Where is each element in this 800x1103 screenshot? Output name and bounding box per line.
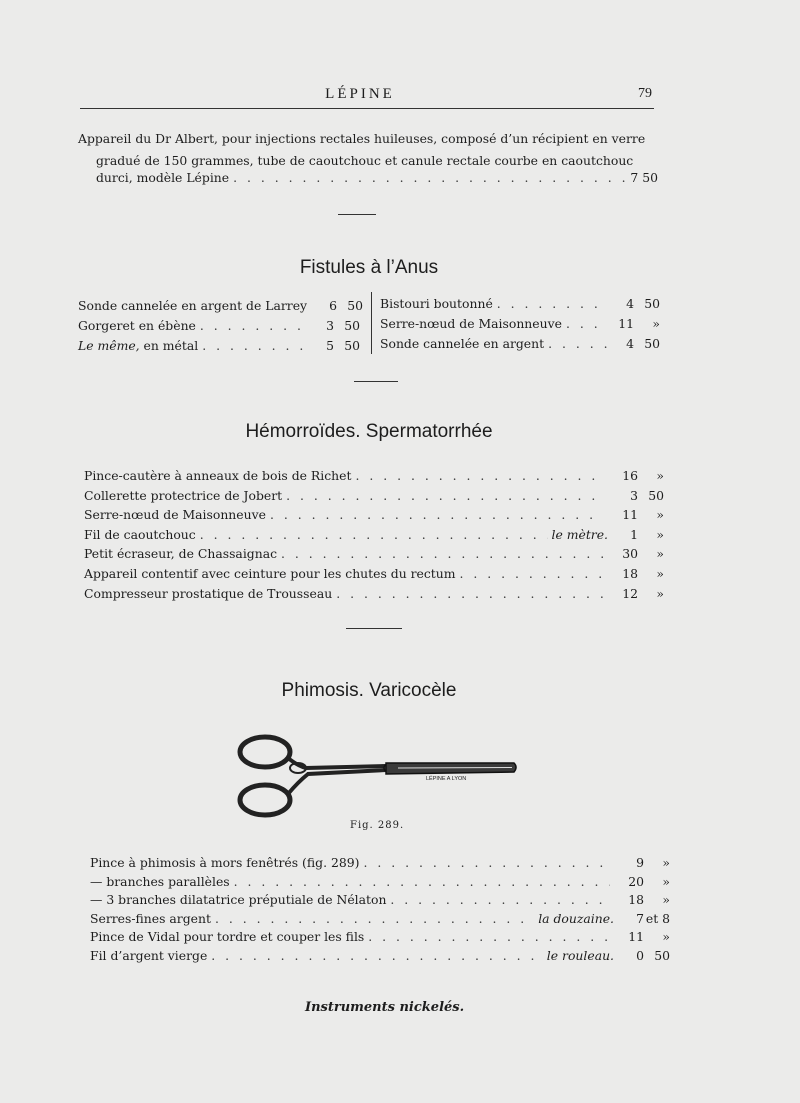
item-label: Serres-fines argent: [90, 910, 211, 926]
leader-dots: [200, 527, 548, 542]
leader-dots: [548, 336, 608, 351]
item-unit: le rouleau.: [546, 947, 614, 963]
item-price: 11 »: [622, 507, 664, 523]
item-label: Fil d’argent vierge: [90, 947, 208, 963]
price-row: [90, 911, 670, 926]
price-row: [84, 468, 664, 483]
leader-dots: [233, 170, 626, 185]
leader-dots: [234, 874, 610, 889]
section-title-phimosis: Phimosis. Varicocèle: [281, 680, 457, 701]
footer-heading: Instruments nickelés.: [305, 1000, 465, 1015]
item-price: 7 et 8: [636, 910, 670, 926]
page-number: 79: [638, 86, 652, 101]
price-row: [90, 948, 670, 963]
item-label: — 3 branches dilatatrice préputiale de Nélaton: [90, 892, 387, 907]
albert-price: 7 50: [630, 170, 658, 185]
price-row: [84, 546, 664, 561]
section-title-hemorroides: Hémorroïdes. Spermatorrhée: [245, 421, 493, 442]
price-row: [84, 527, 664, 542]
item-price: 16 »: [622, 468, 664, 483]
price-row: [84, 507, 664, 522]
section-rule: [354, 381, 398, 382]
item-label: Fil de caoutchouc: [84, 526, 196, 542]
leader-dots: [211, 948, 543, 963]
fistules-left-row-3: Le même, en métal . . . 5 50: [78, 338, 360, 353]
phimosis-forceps-figure: [236, 730, 520, 822]
albert-line-2: gradué de 150 grammes, tube de caoutchouc et canule rectale courbe en caoutchouc: [96, 153, 634, 168]
leader-dots: [497, 296, 608, 311]
price-row: [84, 566, 664, 581]
section-title-fistules: Fistules à l’Anus: [299, 257, 439, 278]
price-row: [90, 874, 670, 889]
item-price: 11 »: [628, 929, 670, 944]
header-rule: [80, 108, 654, 109]
item-label: — branches parallèles: [90, 873, 230, 889]
item-label: Collerette protectrice de Jobert: [84, 487, 283, 503]
item-label: Compresseur prostatique de Trousseau: [84, 585, 333, 601]
forceps-jaws: [386, 763, 516, 774]
leader-dots: [390, 892, 610, 907]
item-price: 9 »: [636, 855, 670, 870]
leader-dots: [286, 488, 604, 503]
item-price: 12 »: [622, 585, 664, 601]
item-unit: la douzaine.: [538, 910, 614, 926]
item-unit: le mètre.: [551, 526, 608, 542]
albert-line-1: Appareil du Dr Albert, pour injections rectales huileuses, composé d’un récipient en verre: [78, 131, 646, 146]
price-row: [84, 586, 664, 601]
item-price: 1 »: [630, 526, 664, 542]
leader-dots: [200, 318, 308, 333]
item-label: Appareil contentif avec ceinture pour les chutes du rectum: [84, 566, 456, 581]
item-label: Serre-nœud de Maisonneuve: [84, 507, 266, 523]
fistules-right-row-1: Bistouri boutonné . . . 4 50: [380, 296, 660, 311]
fistules-right-row-2: Serre-nœud de Maisonneuve . . . 11 »: [380, 316, 660, 331]
item-label: Pince à phimosis à mors fenêtrés (fig. 289): [90, 855, 360, 870]
figure-caption: Fig. 289.: [350, 820, 405, 831]
running-header-title: LÉPINE: [325, 86, 395, 102]
item-price: 0 50: [636, 947, 670, 963]
albert-line-3: [96, 170, 658, 185]
item-label: Pince de Vidal pour tordre et couper les fils: [90, 929, 365, 944]
maker-engraving: LÉPINE A LYON: [426, 776, 467, 782]
leader-dots: [363, 855, 610, 870]
item-label: Pince-cautère à anneaux de bois de Richet: [84, 468, 352, 483]
leader-dots: [566, 316, 608, 331]
leader-dots: [460, 566, 604, 581]
fistules-right-row-3: Sonde cannelée en argent . . . 4 50: [380, 336, 660, 351]
price-row: [90, 892, 670, 907]
item-price: 18 »: [622, 566, 664, 581]
price-row: [84, 488, 664, 503]
leader-dots: [202, 338, 308, 353]
item-price: 3 50: [630, 487, 664, 503]
leader-dots: [355, 468, 604, 483]
price-row: [90, 855, 670, 870]
forceps-jaw-line: [398, 768, 512, 769]
column-divider: [371, 292, 372, 354]
albert-label: durci, modèle Lépine: [96, 170, 230, 185]
leader-dots: [270, 507, 604, 522]
forceps-lower-ring: [240, 785, 290, 815]
leader-dots: [336, 586, 604, 601]
fistules-left-row-1: Sonde cannelée en argent de Larrey 6 50: [78, 298, 364, 313]
item-price: 18 »: [628, 892, 670, 907]
item-label: Petit écraseur, de Chassaignac: [84, 546, 278, 562]
leader-dots: [281, 546, 604, 561]
forceps-lower-shank: [288, 770, 386, 794]
forceps-upper-ring: [240, 737, 290, 767]
fistules-left-row-2: Gorgeret en ébène . . . 3 50: [78, 318, 360, 333]
section-rule: [338, 214, 376, 215]
item-price: 20 »: [628, 873, 670, 889]
price-row: [90, 929, 670, 944]
item-price: 30 »: [622, 546, 664, 562]
leader-dots: [368, 929, 610, 944]
leader-dots: [215, 911, 534, 926]
section-rule: [346, 628, 402, 629]
